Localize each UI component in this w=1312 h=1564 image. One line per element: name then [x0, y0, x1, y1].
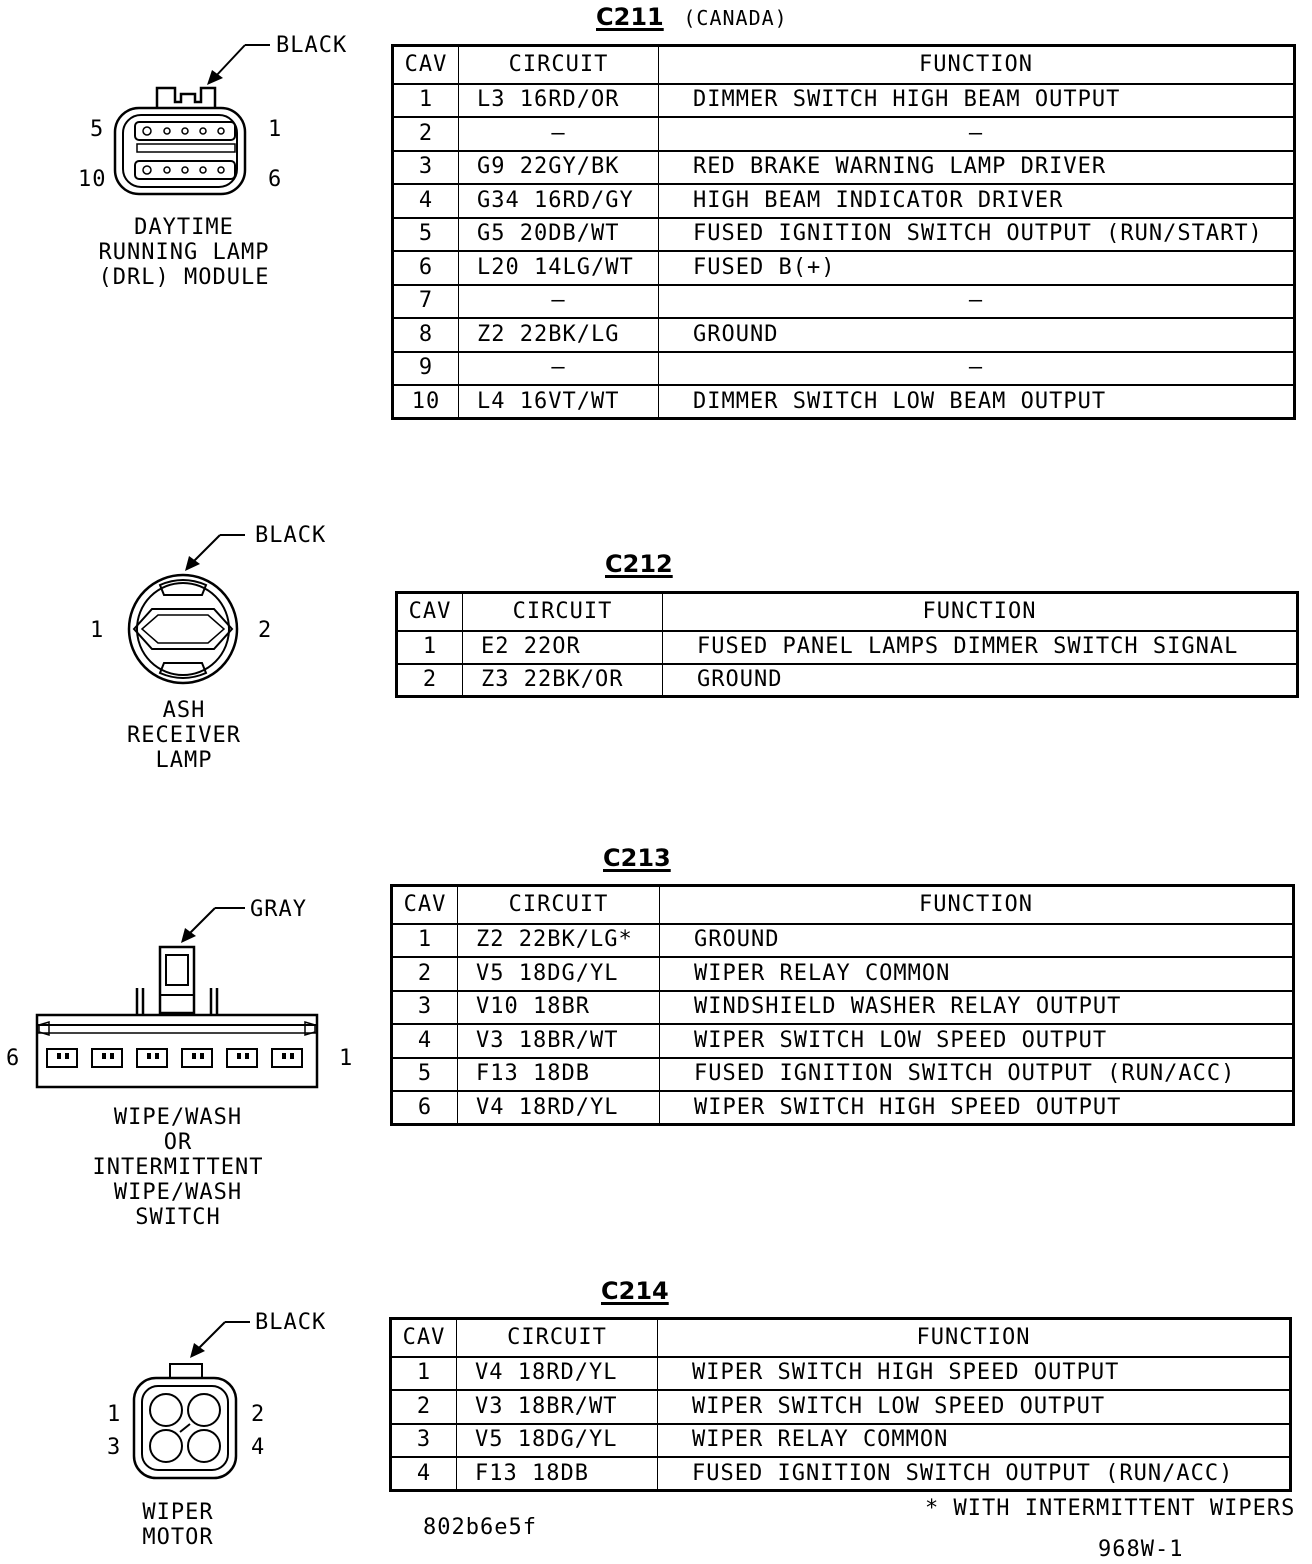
cav-cell: 8: [393, 318, 459, 352]
function-cell: WINDSHIELD WASHER RELAY OUTPUT: [660, 991, 1294, 1025]
cav-cell: 1: [392, 924, 458, 958]
cav-cell: 2: [397, 664, 463, 697]
circuit-cell: V3 18BR/WT: [458, 1024, 660, 1058]
table-row: [391, 1390, 1291, 1424]
function-cell: RED BRAKE WARNING LAMP DRIVER: [659, 151, 1295, 185]
circuit-cell: G5 20DB/WT: [459, 218, 659, 252]
c214-caption: [58, 1500, 298, 1550]
c213-caption-line: SWITCH: [135, 1205, 221, 1230]
table-row: [393, 84, 1295, 118]
function-cell: HIGH BEAM INDICATOR DRIVER: [659, 184, 1295, 218]
cav-cell: 5: [392, 1058, 458, 1092]
cav-cell: 1: [397, 631, 463, 664]
header-function: FUNCTION: [659, 46, 1295, 84]
table-row: [393, 352, 1295, 386]
header-function: FUNCTION: [658, 1319, 1291, 1357]
function-cell: FUSED IGNITION SWITCH OUTPUT (RUN/ACC): [660, 1058, 1294, 1092]
table-row: [391, 1424, 1291, 1458]
c211-caption-line: (DRL) MODULE: [98, 265, 270, 290]
cav-cell: 4: [391, 1457, 457, 1491]
header-circuit: CIRCUIT: [459, 46, 659, 84]
c211-pin-label-5: 5: [90, 117, 105, 142]
c213-table: [390, 884, 1295, 1126]
header-circuit: CIRCUIT: [458, 886, 660, 924]
function-cell: FUSED B(+): [659, 251, 1295, 285]
table-row: [392, 1091, 1294, 1125]
c211-subtitle: (CANADA): [683, 6, 788, 30]
function-cell: –: [659, 117, 1295, 151]
circuit-cell: Z3 22BK/OR: [463, 664, 663, 697]
cav-cell: 3: [391, 1424, 457, 1458]
c214-connector-icon: [120, 1312, 320, 1492]
c214-caption-line: MOTOR: [142, 1525, 214, 1550]
header-cav: CAV: [397, 593, 463, 631]
c212-table: [395, 591, 1299, 698]
c212-caption-line: LAMP: [155, 748, 213, 773]
circuit-cell: F13 18DB: [457, 1457, 658, 1491]
table-row: [393, 218, 1295, 252]
c211-table: [391, 44, 1296, 420]
table-row: [393, 151, 1295, 185]
function-cell: WIPER RELAY COMMON: [658, 1424, 1291, 1458]
cav-cell: 2: [392, 957, 458, 991]
c214-pin-label-3: 3: [107, 1435, 122, 1460]
table-row: [393, 117, 1295, 151]
function-cell: –: [659, 285, 1295, 319]
function-cell: FUSED PANEL LAMPS DIMMER SWITCH SIGNAL: [663, 631, 1298, 664]
header-cav: CAV: [391, 1319, 457, 1357]
c213-title-group: [603, 846, 671, 870]
cav-cell: 2: [391, 1390, 457, 1424]
c211-connector-color: BLACK: [276, 33, 348, 58]
function-cell: WIPER SWITCH HIGH SPEED OUTPUT: [658, 1357, 1291, 1391]
circuit-cell: –: [459, 285, 659, 319]
cav-cell: 4: [393, 184, 459, 218]
c213-connector-icon: [35, 895, 335, 1095]
cav-cell: 9: [393, 352, 459, 386]
cav-cell: 1: [391, 1357, 457, 1391]
cav-cell: 6: [392, 1091, 458, 1125]
c211-pin-label-1: 1: [268, 117, 283, 142]
c214-title-group: [601, 1279, 669, 1303]
c213-caption-line: WIPE/WASH: [113, 1180, 243, 1205]
circuit-cell: V4 18RD/YL: [457, 1357, 658, 1391]
c213-caption-line: OR: [163, 1130, 193, 1155]
table-row: [393, 251, 1295, 285]
c214-pin-label-1: 1: [107, 1402, 122, 1427]
circuit-cell: L4 16VT/WT: [459, 385, 659, 419]
table-row: [393, 184, 1295, 218]
table-row: [392, 991, 1294, 1025]
c211-caption: [64, 215, 304, 290]
c211-caption-line: RUNNING LAMP: [98, 240, 270, 265]
cav-cell: 3: [392, 991, 458, 1025]
cav-cell: 1: [393, 84, 459, 118]
table-row: [397, 631, 1298, 664]
table-row: [393, 285, 1295, 319]
c213-caption-line: WIPE/WASH: [113, 1105, 243, 1130]
circuit-cell: –: [459, 117, 659, 151]
circuit-cell: V5 18DG/YL: [457, 1424, 658, 1458]
c212-pin-label-1: 1: [90, 618, 105, 643]
c214-table: [389, 1317, 1292, 1492]
cav-cell: 5: [393, 218, 459, 252]
c213-pin-label-1: 1: [339, 1046, 354, 1071]
c212-pin-label-2: 2: [258, 618, 273, 643]
c214-pin-label-4: 4: [251, 1435, 266, 1460]
c211-pin-label-10: 10: [78, 167, 107, 192]
header-circuit: CIRCUIT: [457, 1319, 658, 1357]
table-row: [393, 318, 1295, 352]
cav-cell: 10: [393, 385, 459, 419]
function-cell: GROUND: [660, 924, 1294, 958]
function-cell: GROUND: [659, 318, 1295, 352]
cav-cell: 6: [393, 251, 459, 285]
c214-pin-label-2: 2: [251, 1402, 266, 1427]
function-cell: FUSED IGNITION SWITCH OUTPUT (RUN/START): [659, 218, 1295, 252]
header-cav: CAV: [392, 886, 458, 924]
table-row: [392, 1058, 1294, 1092]
function-cell: DIMMER SWITCH HIGH BEAM OUTPUT: [659, 84, 1295, 118]
c211-title: C211: [596, 3, 664, 31]
c213-caption: [58, 1105, 298, 1230]
circuit-cell: G9 22GY/BK: [459, 151, 659, 185]
c212-title: C212: [605, 550, 673, 578]
circuit-cell: G34 16RD/GY: [459, 184, 659, 218]
header-cav: CAV: [393, 46, 459, 84]
table-row: [393, 385, 1295, 419]
function-cell: WIPER SWITCH LOW SPEED OUTPUT: [658, 1390, 1291, 1424]
cav-cell: 3: [393, 151, 459, 185]
c212-caption-line: RECEIVER: [127, 723, 241, 748]
table-row: [391, 1357, 1291, 1391]
c214-caption-line: WIPER: [142, 1500, 214, 1525]
c213-title: C213: [603, 844, 671, 872]
function-cell: WIPER SWITCH LOW SPEED OUTPUT: [660, 1024, 1294, 1058]
circuit-cell: L3 16RD/OR: [459, 84, 659, 118]
c211-pin-label-6: 6: [268, 167, 283, 192]
c212-caption: [64, 698, 304, 773]
table-row: [392, 924, 1294, 958]
table-row: [391, 1457, 1291, 1491]
cav-cell: 4: [392, 1024, 458, 1058]
c214-connector-color: BLACK: [255, 1310, 327, 1335]
circuit-cell: E2 22OR: [463, 631, 663, 664]
c211-caption-line: DAYTIME: [134, 215, 234, 240]
image-code: 802b6e5f: [423, 1515, 537, 1540]
circuit-cell: V4 18RD/YL: [458, 1091, 660, 1125]
function-cell: WIPER SWITCH HIGH SPEED OUTPUT: [660, 1091, 1294, 1125]
header-circuit: CIRCUIT: [463, 593, 663, 631]
function-cell: DIMMER SWITCH LOW BEAM OUTPUT: [659, 385, 1295, 419]
header-function: FUNCTION: [660, 886, 1294, 924]
cav-cell: 2: [393, 117, 459, 151]
circuit-cell: Z2 22BK/LG*: [458, 924, 660, 958]
c214-title: C214: [601, 1277, 669, 1305]
c213-pin-label-6: 6: [6, 1046, 21, 1071]
table-row: [392, 1024, 1294, 1058]
header-function: FUNCTION: [663, 593, 1298, 631]
circuit-cell: –: [459, 352, 659, 386]
circuit-cell: Z2 22BK/LG: [459, 318, 659, 352]
function-cell: WIPER RELAY COMMON: [660, 957, 1294, 991]
c213-caption-line: INTERMITTENT: [92, 1155, 264, 1180]
function-cell: –: [659, 352, 1295, 386]
function-cell: FUSED IGNITION SWITCH OUTPUT (RUN/ACC): [658, 1457, 1291, 1491]
circuit-cell: L20 14LG/WT: [459, 251, 659, 285]
c212-caption-line: ASH: [162, 698, 206, 723]
function-cell: GROUND: [663, 664, 1298, 697]
c213-connector-color: GRAY: [250, 897, 307, 922]
table-row: [392, 957, 1294, 991]
c212-connector-color: BLACK: [255, 523, 327, 548]
c212-title-group: [605, 552, 673, 576]
circuit-cell: V5 18DG/YL: [458, 957, 660, 991]
c211-title-group: [596, 5, 788, 29]
circuit-cell: V3 18BR/WT: [457, 1390, 658, 1424]
figure-code: 968W-1: [1098, 1537, 1184, 1562]
circuit-cell: V10 18BR: [458, 991, 660, 1025]
circuit-cell: F13 18DB: [458, 1058, 660, 1092]
footnote: * WITH INTERMITTENT WIPERS: [925, 1496, 1296, 1521]
cav-cell: 7: [393, 285, 459, 319]
table-row: [397, 664, 1298, 697]
